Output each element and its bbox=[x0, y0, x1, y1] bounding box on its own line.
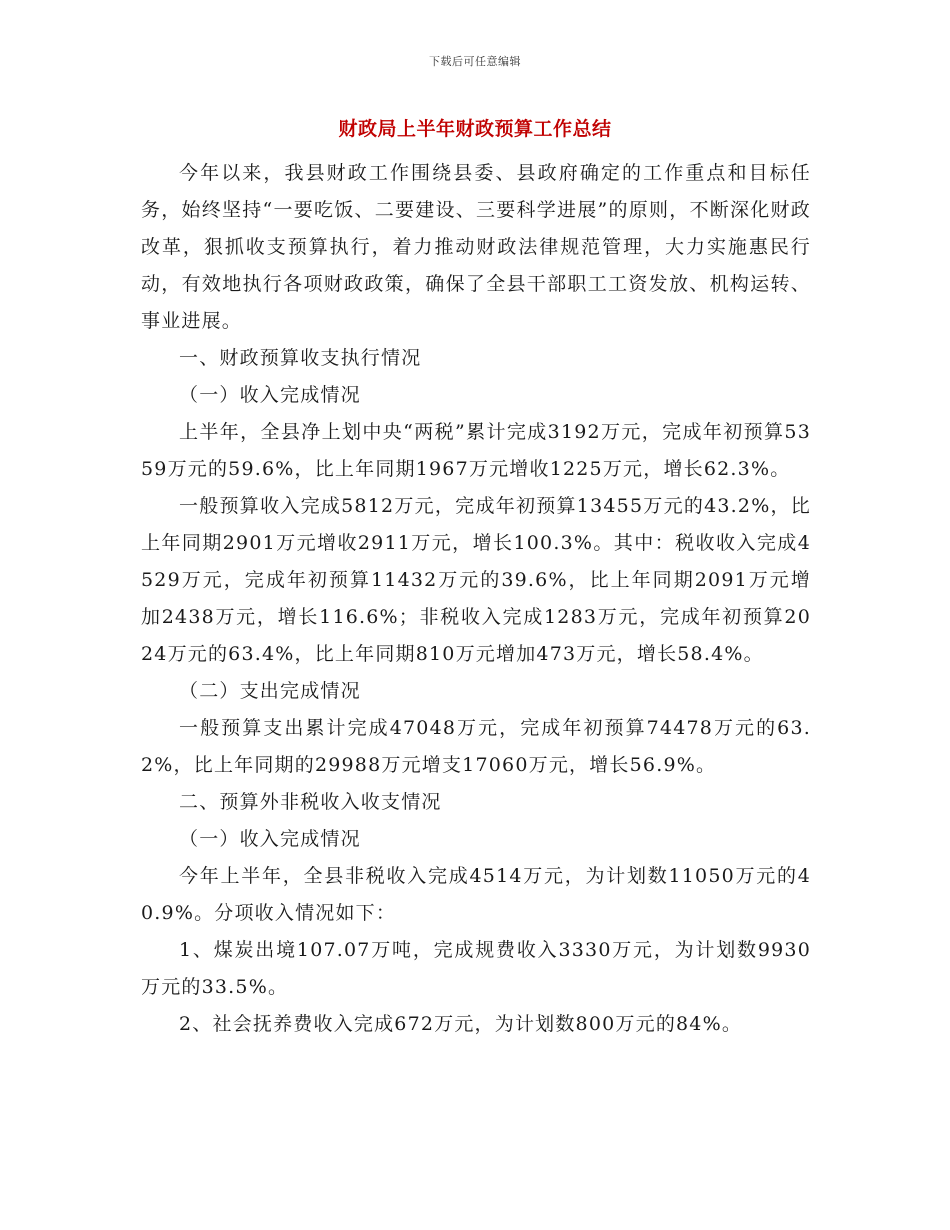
paragraph-coal-fees: 1、煤炭出境107.07万吨，完成规费收入3330万元，为计划数9930万元的33.5%。 bbox=[141, 939, 811, 998]
paragraph-social-support-fees: 2、社会抚养费收入完成672万元，为计划数800万元的84%。 bbox=[179, 1013, 743, 1035]
subsection-heading-income: （一）收入完成情况 bbox=[179, 384, 361, 406]
document-title: 财政局上半年财政预算工作总结 bbox=[338, 118, 612, 140]
paragraph-nontax-income: 今年上半年，全县非税收入完成4514万元，为计划数11050万元的40.9%。分项收入情况如下： bbox=[141, 865, 811, 924]
subsection-heading-expenditure: （二）支出完成情况 bbox=[179, 680, 361, 702]
paragraph-general-budget-income: 一般预算收入完成5812万元，完成年初预算13455万元的43.2%，比上年同期2901万元增收2911万元，增长100.3%。其中：税收收入完成4529万元，完成年初预算11432万元的39.6%，比上年同期2091万元增加2438万元，增长116.6%；非税收入完成1283万元，完成年初预算2024万元的63.4%，比上年同期810万元增加473万元，增长58.4%。 bbox=[141, 495, 811, 665]
section-heading-2: 二、预算外非税收入收支情况 bbox=[179, 791, 442, 813]
page-header-note: 下载后可任意编辑 bbox=[429, 55, 521, 68]
paragraph-central-tax: 上半年，全县净上划中央“两税”累计完成3192万元，完成年初预算5359万元的59.6%，比上年同期1967万元增收1225万元，增长62.3%。 bbox=[141, 421, 811, 480]
document-body bbox=[141, 155, 811, 1043]
section-heading-1: 一、财政预算收支执行情况 bbox=[179, 347, 422, 369]
paragraph-intro: 今年以来，我县财政工作围绕县委、县政府确定的工作重点和目标任务，始终坚持“一要吃饭、二要建设、三要科学进展”的原则，不断深化财政改革，狠抓收支预算执行，着力推动财政法律规范管理，大力实施惠民行动，有效地执行各项财政政策，确保了全县干部职工工资发放、机构运转、事业进展。 bbox=[141, 162, 811, 332]
subsection-heading-nontax-income: （一）收入完成情况 bbox=[179, 828, 361, 850]
paragraph-general-budget-expenditure: 一般预算支出累计完成47048万元，完成年初预算74478万元的63.2%，比上年同期的29988万元增支17060万元，增长56.9%。 bbox=[141, 717, 811, 776]
